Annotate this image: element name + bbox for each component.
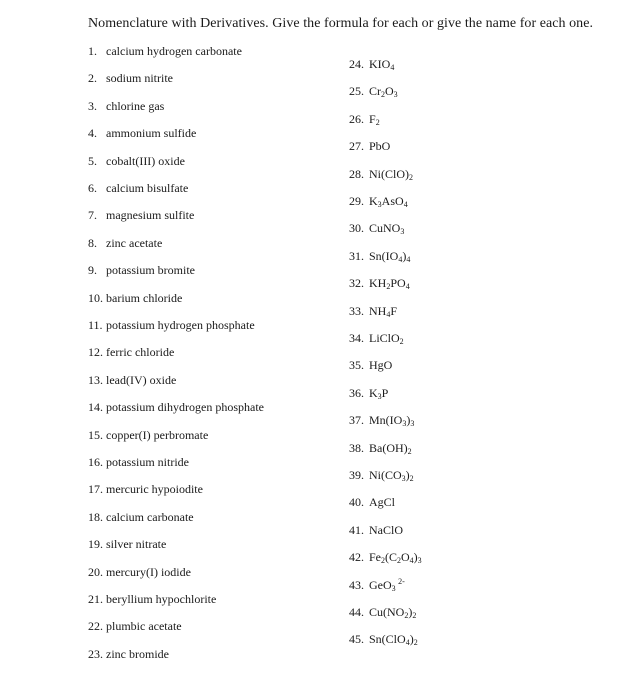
question-item <box>349 304 397 318</box>
compound-name: barium chloride <box>106 290 183 305</box>
question-number: 25. <box>349 84 364 99</box>
question-number: 7. <box>88 208 97 223</box>
question-number: 27. <box>349 139 364 154</box>
question-number: 23. <box>88 646 103 661</box>
question-item <box>349 139 390 153</box>
question-item <box>349 331 404 345</box>
question-number: 29. <box>349 194 364 208</box>
question-number: 2. <box>88 71 97 86</box>
worksheet-title: Nomenclature with Derivatives. Give the formula for each or give the name for each one. <box>88 16 594 31</box>
question-number: 13. <box>88 372 103 387</box>
question-item <box>349 84 398 98</box>
question-number: 1. <box>88 44 97 58</box>
question-item <box>349 358 392 372</box>
compound-name: mercuric hypoiodite <box>106 482 203 497</box>
question-number: 12. <box>88 345 103 360</box>
compound-name: potassium nitride <box>106 455 189 469</box>
compound-name: cobalt(III) oxide <box>106 153 185 168</box>
question-item <box>349 468 414 482</box>
question-number: 19. <box>88 537 103 552</box>
compound-name: calcium carbonate <box>106 509 194 524</box>
chemical-formula: LiClO$_2$ <box>369 331 404 346</box>
question-number: 43. <box>349 577 364 592</box>
compound-name: ammonium sulfide <box>106 126 197 141</box>
question-number: 3. <box>88 98 97 113</box>
question-number: 16. <box>88 455 103 469</box>
question-number: 10. <box>88 290 103 305</box>
chemical-formula: AgCl <box>369 495 396 510</box>
chemical-formula: $KIO_4$ <box>369 57 395 72</box>
compound-name: plumbic acetate <box>106 619 182 634</box>
question-number: 26. <box>349 111 364 126</box>
chemical-formula: $Sn(ClO_4)_2$ <box>369 632 418 648</box>
chemical-formula: $K_3AsO_4$ <box>369 194 408 209</box>
question-number: 20. <box>88 564 103 579</box>
chemical-formula: $Mn(IO_3)_3$ <box>369 413 415 429</box>
question-item <box>349 413 414 427</box>
question-number: 39. <box>349 468 364 482</box>
question-item <box>349 57 394 71</box>
question-number: 11. <box>88 318 103 332</box>
question-number: 32. <box>349 276 364 291</box>
compound-name: sodium nitrite <box>106 71 173 86</box>
question-item <box>349 386 388 400</box>
compound-name: calcium hydrogen carbonate <box>106 44 242 58</box>
question-number: 22. <box>88 619 103 634</box>
question-item <box>349 605 416 619</box>
chemical-formula: $Ni(ClO)_2$ <box>369 166 413 182</box>
question-item <box>349 167 413 181</box>
chemical-formula: $NH_4F$ <box>369 303 398 319</box>
question-item <box>349 194 408 208</box>
compound-name: lead(IV) oxide <box>106 372 177 387</box>
chemical-formula: CuNO$_3$ <box>369 221 405 237</box>
question-number: 45. <box>349 632 364 647</box>
chemical-formula: GeO$_3$ $^{2-}$ <box>369 576 405 593</box>
question-number: 28. <box>349 166 364 181</box>
question-item <box>349 112 380 126</box>
chemical-formula: $Fe_2(C_2O_4)_3$ <box>369 550 422 566</box>
question-item <box>349 221 404 235</box>
chemical-formula: $K_3P$ <box>369 385 389 401</box>
question-number: 34. <box>349 331 364 345</box>
chemical-formula: $Cu(NO_2)_2$ <box>369 605 417 620</box>
compound-name: calcium bisulfate <box>106 181 189 195</box>
question-number: 40. <box>349 495 364 510</box>
question-item <box>349 276 410 290</box>
question-item <box>349 578 405 592</box>
chemical-formula: $Sn(IO_4)_4$ <box>369 248 411 264</box>
question-number: 44. <box>349 605 364 619</box>
compound-name: potassium bromite <box>106 263 195 278</box>
question-number: 17. <box>88 482 103 497</box>
compound-name: silver nitrate <box>106 537 167 552</box>
compound-name: ferric chloride <box>106 345 175 360</box>
question-number: 31. <box>349 248 364 263</box>
question-number: 15. <box>88 427 103 442</box>
question-number: 38. <box>349 440 364 455</box>
compound-name: copper(I) perbromate <box>106 427 209 442</box>
question-item <box>349 441 412 455</box>
chemical-formula: $Ni(CO_3)_2$ <box>369 468 414 483</box>
question-number: 33. <box>349 303 364 318</box>
question-number: 42. <box>349 550 364 565</box>
question-number: 4. <box>88 126 97 141</box>
question-number: 5. <box>88 153 97 168</box>
compound-name: magnesium sulfite <box>106 208 195 223</box>
compound-name: potassium hydrogen phosphate <box>106 318 255 332</box>
question-number: 36. <box>349 385 364 400</box>
compound-name: zinc bromide <box>106 646 169 661</box>
compound-name: potassium dihydrogen phosphate <box>106 400 264 415</box>
question-number: 18. <box>88 509 103 524</box>
question-number: 21. <box>88 592 103 606</box>
question-item <box>349 523 403 537</box>
compound-name: mercury(I) iodide <box>106 564 191 579</box>
question-number: 37. <box>349 413 364 428</box>
question-number: 35. <box>349 358 364 373</box>
chemical-formula: $KH_2PO_4$ <box>369 276 410 292</box>
chemical-formula: $F_2$ <box>369 111 380 127</box>
question-number: 6. <box>88 181 97 195</box>
compound-name: chlorine gas <box>106 98 165 113</box>
chemical-formula: NaClO <box>369 522 403 537</box>
compound-name: zinc acetate <box>106 235 163 250</box>
question-number: 8. <box>88 235 97 250</box>
question-item <box>349 495 395 509</box>
chemical-formula: $Ba(OH)_2$ <box>369 440 412 456</box>
chemical-formula: HgO <box>369 358 393 373</box>
question-item <box>349 249 410 263</box>
question-number: 41. <box>349 522 364 537</box>
question-number: 14. <box>88 400 103 415</box>
chemical-formula: $Cr_2O_3$ <box>369 84 398 100</box>
question-item <box>349 632 418 646</box>
question-item <box>349 550 422 564</box>
chemical-formula: PbO <box>369 139 391 154</box>
question-number: 9. <box>88 263 97 278</box>
question-number: 24. <box>349 57 364 71</box>
question-number: 30. <box>349 221 364 236</box>
compound-name: beryllium hypochlorite <box>106 592 217 606</box>
